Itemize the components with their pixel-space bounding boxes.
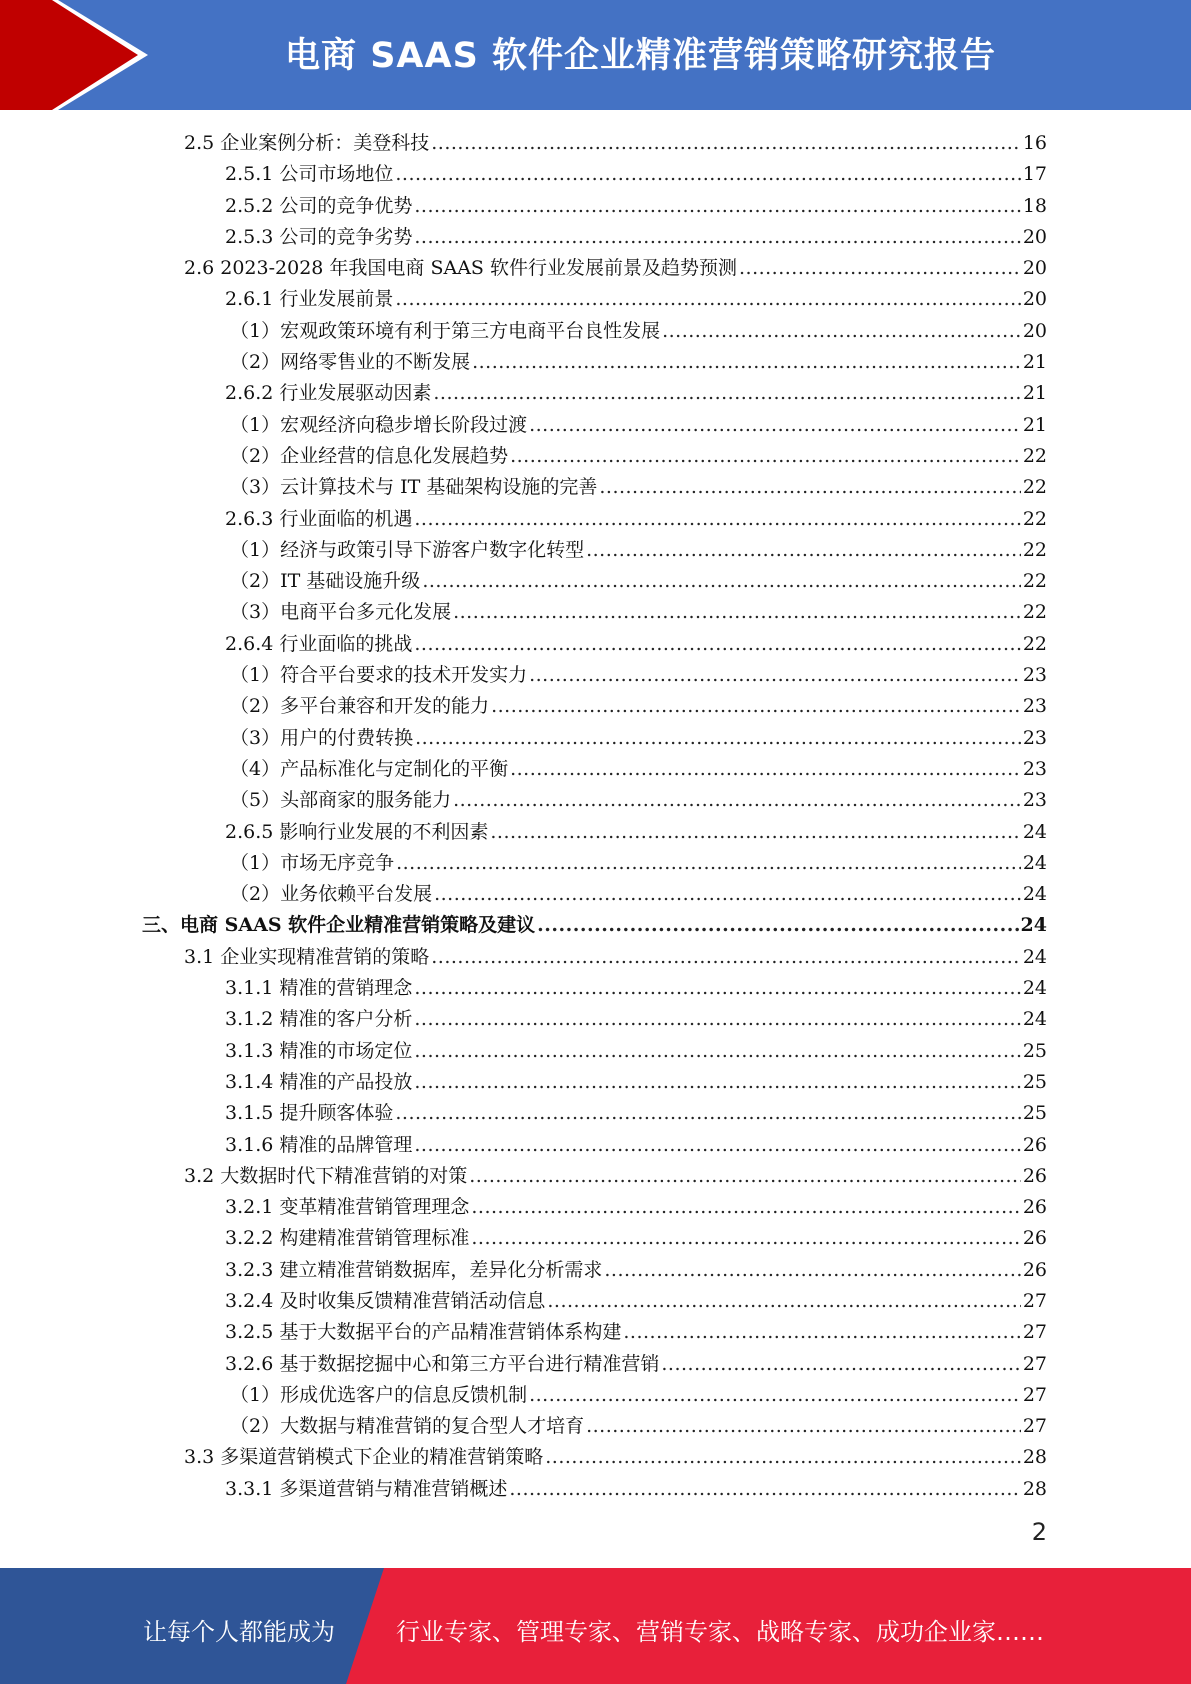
- toc-dot-leader: [739, 253, 1021, 284]
- toc-entry-page: 20: [1022, 257, 1047, 280]
- toc-dot-leader: [510, 441, 1021, 472]
- toc-dot-leader: [414, 504, 1020, 535]
- toc-entry-title: 3.3 多渠道营销模式下企业的精准营销策略: [184, 1446, 544, 1469]
- toc-entry-title: 3.3.1 多渠道营销与精准营销概述: [225, 1477, 508, 1500]
- toc-dot-leader: [586, 535, 1021, 566]
- toc-entry[interactable]: [225, 1098, 1047, 1129]
- toc-entry-page: 26: [1022, 1227, 1047, 1250]
- toc-entry-page: 21: [1022, 382, 1047, 405]
- toc-entry-title: （2）多平台兼容和开发的能力: [230, 695, 490, 718]
- toc-entry-title: （1）经济与政策引导下游客户数字化转型: [230, 538, 585, 561]
- toc-entry-page: 27: [1022, 1415, 1047, 1438]
- toc-dot-leader: [529, 1380, 1021, 1411]
- toc-entry-page: 23: [1022, 726, 1047, 749]
- toc-entry[interactable]: [225, 1223, 1047, 1254]
- toc-entry-title: 2.5.3 公司的竞争劣势: [225, 225, 413, 248]
- toc-entry-title: 2.5.2 公司的竞争优势: [225, 194, 413, 217]
- toc-entry-page: 22: [1022, 476, 1047, 499]
- toc-entry-title: 3.2.6 基于数据挖掘中心和第三方平台进行精准营销: [225, 1352, 660, 1375]
- toc-entry-title: （2）企业经营的信息化发展趋势: [230, 444, 509, 467]
- toc-entry-title: （2）IT 基础设施升级: [230, 570, 421, 593]
- toc-entry-title: 3.2.2 构建精准营销管理标准: [225, 1227, 470, 1250]
- toc-dot-leader: [414, 629, 1020, 660]
- toc-entry-title: 三、电商 SAAS 软件企业精准营销策略及建议: [142, 914, 536, 937]
- toc-entry-title: 3.1.5 提升顾客体验: [225, 1102, 394, 1125]
- toc-entry-title: 2.5 企业案例分析：美登科技: [184, 132, 430, 154]
- toc-entry[interactable]: [225, 629, 1047, 660]
- toc-entry[interactable]: [230, 347, 1047, 378]
- toc-entry-page: 23: [1022, 789, 1047, 812]
- toc-entry[interactable]: [230, 316, 1047, 347]
- toc-entry[interactable]: [225, 1067, 1047, 1098]
- toc-entry-title: （1）形成优选客户的信息反馈机制: [230, 1383, 528, 1406]
- toc-entry-title: 3.2.1 变革精准营销管理理念: [225, 1196, 470, 1219]
- toc-dot-leader: [537, 910, 1018, 941]
- toc-entry[interactable]: [230, 597, 1047, 628]
- toc-dot-leader: [431, 128, 1021, 159]
- toc-dot-leader: [414, 1067, 1020, 1098]
- toc-entry-title: 2.6.3 行业面临的机遇: [225, 507, 413, 530]
- toc-dot-leader: [471, 1223, 1020, 1254]
- toc-entry[interactable]: [225, 973, 1047, 1004]
- toc-entry[interactable]: [225, 378, 1047, 409]
- toc-entry-title: 3.1.6 精准的品牌管理: [225, 1133, 413, 1156]
- toc-entry[interactable]: [225, 1286, 1047, 1317]
- report-title: 电商 SAAS 软件企业精准营销策略研究报告: [285, 36, 996, 76]
- toc-entry-page: 20: [1022, 288, 1047, 311]
- page-number: 2: [1031, 1518, 1047, 1546]
- toc-dot-leader: [662, 316, 1021, 347]
- toc-dot-leader: [414, 191, 1020, 222]
- toc-entry-title: （3）电商平台多元化发展: [230, 601, 452, 624]
- toc-entry[interactable]: [230, 754, 1047, 785]
- toc-entry-page: 24: [1022, 945, 1047, 968]
- toc-entry-page: 24: [1022, 820, 1047, 843]
- toc-entry[interactable]: [184, 253, 1047, 284]
- toc-entry-title: 2.6 2023-2028 年我国电商 SAAS 软件行业发展前景及趋势预测: [184, 257, 737, 280]
- toc-dot-leader: [422, 566, 1021, 597]
- toc-dot-leader: [604, 1255, 1020, 1286]
- toc-entry-title: 2.6.1 行业发展前景: [225, 288, 394, 311]
- toc-entry-title: （2）大数据与精准营销的复合型人才培育: [230, 1415, 585, 1438]
- footer-slogan-left: 让每个人都能成为: [143, 1618, 335, 1646]
- toc-dot-leader: [545, 1442, 1021, 1473]
- toc-entry-title: 2.6.4 行业面临的挑战: [225, 632, 413, 655]
- toc-entry-title: （3）用户的付费转换: [230, 726, 414, 749]
- toc-entry-page: 27: [1022, 1383, 1047, 1406]
- toc-entry[interactable]: [230, 441, 1047, 472]
- toc-entry[interactable]: [230, 1380, 1047, 1411]
- toc-entry-page: 24: [1020, 914, 1047, 937]
- toc-entry-page: 25: [1022, 1102, 1047, 1125]
- toc-entry[interactable]: [225, 1036, 1047, 1067]
- toc-entry-title: 2.5.1 公司市场地位: [225, 163, 394, 186]
- toc-entry[interactable]: [230, 535, 1047, 566]
- toc-entry-page: 25: [1022, 1039, 1047, 1062]
- toc-entry-title: （2）网络零售业的不断发展: [230, 351, 471, 374]
- toc-entry-page: 24: [1022, 977, 1047, 1000]
- toc-dot-leader: [415, 723, 1021, 754]
- toc-dot-leader: [472, 347, 1021, 378]
- toc-entry[interactable]: [230, 410, 1047, 441]
- toc-entry-page: 23: [1022, 664, 1047, 687]
- toc-dot-leader: [414, 1004, 1020, 1035]
- toc-entry-page: 22: [1022, 444, 1047, 467]
- toc-entry-page: 24: [1022, 851, 1047, 874]
- toc-entry[interactable]: [225, 1474, 1047, 1505]
- footer-slogan-right: 行业专家、管理专家、营销专家、战略专家、成功企业家……: [396, 1618, 1044, 1646]
- toc-dot-leader: [661, 1349, 1020, 1380]
- toc-entry-page: 24: [1022, 883, 1047, 906]
- toc-entry[interactable]: [230, 566, 1047, 597]
- toc-entry-title: 3.1.3 精准的市场定位: [225, 1039, 413, 1062]
- toc-dot-leader: [414, 222, 1020, 253]
- toc-entry[interactable]: [225, 817, 1047, 848]
- toc-entry-title: （5）头部商家的服务能力: [230, 789, 452, 812]
- toc-entry[interactable]: [230, 691, 1047, 722]
- toc-dot-leader: [433, 378, 1020, 409]
- toc-entry-page: 22: [1022, 601, 1047, 624]
- toc-entry-page: 23: [1022, 757, 1047, 780]
- toc-entry[interactable]: [230, 785, 1047, 816]
- toc-entry[interactable]: [225, 1004, 1047, 1035]
- toc-entry-page: 27: [1022, 1352, 1047, 1375]
- toc-entry-page: 20: [1022, 225, 1047, 248]
- toc-dot-leader: [529, 410, 1021, 441]
- toc-entry-title: （1）宏观政策环境有利于第三方电商平台良性发展: [230, 319, 661, 342]
- toc-dot-leader: [623, 1317, 1020, 1348]
- toc-entry[interactable]: [230, 660, 1047, 691]
- toc-entry-title: 3.2.4 及时收集反馈精准营销活动信息: [225, 1289, 546, 1312]
- toc-entry-title: 3.1 企业实现精准营销的策略: [184, 945, 430, 968]
- toc-entry[interactable]: [230, 848, 1047, 879]
- toc-dot-leader: [434, 879, 1021, 910]
- toc-dot-leader: [414, 1130, 1020, 1161]
- toc-dot-leader: [599, 472, 1020, 503]
- toc-dot-leader: [414, 1036, 1020, 1067]
- toc-dot-leader: [431, 942, 1021, 973]
- toc-entry-title: 3.2.5 基于大数据平台的产品精准营销体系构建: [225, 1321, 622, 1344]
- toc-dot-leader: [469, 1161, 1021, 1192]
- toc-entry-page: 25: [1022, 1070, 1047, 1093]
- toc-dot-leader: [396, 848, 1021, 879]
- toc-entry-page: 26: [1022, 1258, 1047, 1281]
- toc-entry-title: （2）业务依赖平台发展: [230, 883, 433, 906]
- toc-dot-leader: [395, 159, 1020, 190]
- toc-entry[interactable]: [230, 879, 1047, 910]
- toc-dot-leader: [509, 1474, 1020, 1505]
- toc-dot-leader: [414, 973, 1020, 1004]
- toc-entry-title: （1）市场无序竞争: [230, 851, 395, 874]
- toc-entry-page: 22: [1022, 538, 1047, 561]
- toc-entry[interactable]: [225, 222, 1047, 253]
- toc-entry[interactable]: [230, 472, 1047, 503]
- toc-entry-page: 22: [1022, 570, 1047, 593]
- toc-dot-leader: [547, 1286, 1020, 1317]
- toc-entry-page: 20: [1022, 319, 1047, 342]
- toc-entry-page: 26: [1022, 1196, 1047, 1219]
- toc-entry-page: 23: [1022, 695, 1047, 718]
- toc-entry-title: 3.1.2 精准的客户分析: [225, 1008, 413, 1031]
- toc-entry-title: 3.2 大数据时代下精准营销的对策: [184, 1164, 468, 1187]
- toc-entry[interactable]: [225, 1130, 1047, 1161]
- toc-entry-page: 21: [1022, 413, 1047, 436]
- toc-entry-page: 28: [1022, 1477, 1047, 1500]
- toc-entry[interactable]: [142, 910, 1047, 941]
- toc-entry-page: 26: [1022, 1133, 1047, 1156]
- toc-entry[interactable]: [230, 723, 1047, 754]
- toc-entry-title: （1）符合平台要求的技术开发实力: [230, 664, 528, 687]
- toc-dot-leader: [491, 691, 1021, 722]
- toc-entry-page: 24: [1022, 1008, 1047, 1031]
- toc-entry-page: 28: [1022, 1446, 1047, 1469]
- toc-entry-page: 27: [1022, 1321, 1047, 1344]
- toc-entry-title: 3.1.1 精准的营销理念: [225, 977, 413, 1000]
- page-footer: [0, 1568, 1191, 1684]
- toc-entry-page: 27: [1022, 1289, 1047, 1312]
- toc-entry-title: （3）云计算技术与 IT 基础架构设施的完善: [230, 476, 598, 499]
- toc-dot-leader: [529, 660, 1021, 691]
- toc-dot-leader: [453, 785, 1021, 816]
- table-of-contents: [0, 128, 1191, 1505]
- toc-entry-page: 26: [1022, 1164, 1047, 1187]
- toc-entry-title: 2.6.5 影响行业发展的不利因素: [225, 820, 489, 843]
- toc-dot-leader: [395, 1098, 1020, 1129]
- toc-entry[interactable]: [225, 284, 1047, 315]
- toc-entry[interactable]: [184, 1161, 1047, 1192]
- toc-dot-leader: [395, 284, 1020, 315]
- toc-dot-leader: [586, 1411, 1021, 1442]
- toc-entry-title: 3.2.3 建立精准营销数据库，差异化分析需求: [225, 1258, 603, 1281]
- toc-dot-leader: [453, 597, 1021, 628]
- toc-entry[interactable]: [225, 159, 1047, 190]
- toc-entry[interactable]: [225, 1192, 1047, 1223]
- toc-entry[interactable]: [230, 1411, 1047, 1442]
- toc-entry-page: 21: [1022, 351, 1047, 374]
- toc-entry-title: 3.1.4 精准的产品投放: [225, 1070, 413, 1093]
- toc-entry-page: 22: [1022, 632, 1047, 655]
- toc-entry[interactable]: [225, 1349, 1047, 1380]
- toc-entry[interactable]: [184, 942, 1047, 973]
- toc-entry-title: 2.6.2 行业发展驱动因素: [225, 382, 432, 405]
- toc-dot-leader: [510, 754, 1021, 785]
- toc-dot-leader: [471, 1192, 1020, 1223]
- toc-entry-page: 18: [1022, 194, 1047, 217]
- toc-dot-leader: [490, 817, 1020, 848]
- toc-entry[interactable]: [225, 1317, 1047, 1348]
- toc-entry[interactable]: [225, 1255, 1047, 1286]
- toc-entry[interactable]: [184, 128, 1047, 159]
- toc-entry[interactable]: [225, 191, 1047, 222]
- page-header: [0, 0, 1191, 110]
- toc-entry-page: 22: [1022, 507, 1047, 530]
- toc-entry-title: （1）宏观经济向稳步增长阶段过渡: [230, 413, 528, 436]
- toc-entry-page: 17: [1022, 163, 1047, 186]
- toc-entry[interactable]: [184, 1442, 1047, 1473]
- toc-entry[interactable]: [225, 504, 1047, 535]
- toc-entry-page: 16: [1022, 132, 1047, 154]
- toc-entry-title: （4）产品标准化与定制化的平衡: [230, 757, 509, 780]
